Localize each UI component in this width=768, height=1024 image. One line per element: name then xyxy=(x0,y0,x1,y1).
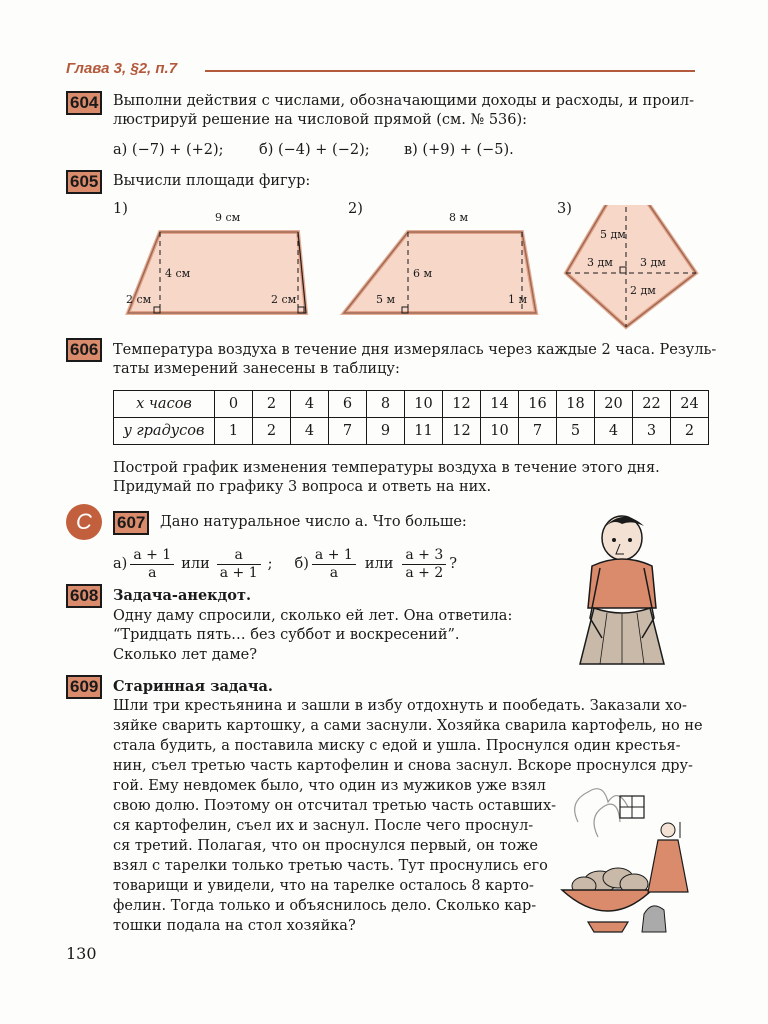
p604-option-c: в) (+9) + (−5). xyxy=(404,142,514,158)
p609-line: гой. Ему невдомек было, что один из мужиков уже взял xyxy=(113,778,546,794)
problem-number-606: 606 xyxy=(66,338,102,362)
fig2-top-dim: 8 м xyxy=(449,211,469,224)
table-cell: 4 xyxy=(291,391,329,418)
fig3-up-dim: 5 дм xyxy=(600,228,626,241)
fig2-height-dim: 6 м xyxy=(413,267,433,280)
table-cell: 5 xyxy=(557,418,595,445)
table-head-hours: x часов xyxy=(114,391,215,418)
fig3-right-dim: 3 дм xyxy=(640,256,666,269)
problem-number-609: 609 xyxy=(66,675,102,699)
table-cell: 18 xyxy=(557,391,595,418)
p607-label-b: б) xyxy=(294,555,309,572)
table-cell: 7 xyxy=(519,418,557,445)
p609-line: ся картофелин, съел их и заснул. После чего проснул- xyxy=(113,818,534,834)
p608-title: Задача-анекдот. xyxy=(113,587,252,604)
header-rule xyxy=(205,70,695,72)
fig1-left-dim: 2 см xyxy=(126,293,152,306)
table-cell: 6 xyxy=(329,391,367,418)
fraction-num: a + 1 xyxy=(312,547,356,565)
fraction xyxy=(130,547,174,582)
fraction-num: a + 1 xyxy=(130,547,174,565)
fraction xyxy=(402,547,446,582)
figures-illustration xyxy=(110,205,710,330)
p604-option-a: а) (−7) + (+2); xyxy=(113,142,224,158)
p609-line: свою долю. Поэтому он отсчитал третью часть оставших- xyxy=(113,798,557,814)
table-cell: 9 xyxy=(367,418,405,445)
p609-line: стала будить, а поставила миску с едой и ушла. Проснулся один крестья- xyxy=(113,738,681,754)
p608-line2: “Тридцать пять… без суббот и воскресений”. xyxy=(113,627,460,643)
table-cell: 2 xyxy=(671,418,709,445)
p608-line3: Сколько лет даме? xyxy=(113,647,258,663)
p606-line1: Температура воздуха в течение дня измерялась через каждые 2 часа. Резуль- xyxy=(113,342,717,358)
table-cell: 16 xyxy=(519,391,557,418)
table-cell: 8 xyxy=(367,391,405,418)
p604-option-b: б) (−4) + (−2); xyxy=(259,142,370,158)
problem-number-605: 605 xyxy=(66,170,102,194)
p607-text: Дано натуральное число a. Что больше: xyxy=(160,514,467,530)
p609-title: Старинная задача. xyxy=(113,678,273,695)
table-cell: 24 xyxy=(671,391,709,418)
fig1-right-dim: 2 см xyxy=(271,293,297,306)
fig3-down-dim: 2 дм xyxy=(630,284,656,297)
potato-bowl-illustration xyxy=(548,782,698,942)
p609-line: Шли три крестьянина и зашли в избу отдохнуть и пообедать. Заказали хо- xyxy=(113,698,687,714)
table-cell: 14 xyxy=(481,391,519,418)
table-cell: 4 xyxy=(291,418,329,445)
table-cell: 20 xyxy=(595,391,633,418)
fraction xyxy=(312,547,356,582)
p604-line1: Выполни действия с числами, обозначающими доходы и расходы, и проил- xyxy=(113,93,694,109)
table-row xyxy=(114,391,709,418)
fig3-label: 3) xyxy=(557,201,572,217)
temperature-table xyxy=(113,390,709,445)
p609-line: нин, съел третью часть картофелин и снова заснул. Вскоре проснулся дру- xyxy=(113,758,693,774)
table-cell: 22 xyxy=(633,391,671,418)
question-mark: ? xyxy=(449,555,458,572)
p605-text: Вычисли площади фигур: xyxy=(113,173,311,189)
table-cell: 4 xyxy=(595,418,633,445)
table-cell: 2 xyxy=(253,391,291,418)
lady-illustration xyxy=(572,508,672,666)
page-number: 130 xyxy=(66,944,97,963)
table-row xyxy=(114,418,709,445)
problem-number-604: 604 xyxy=(66,91,102,115)
p609-line: товарищи и увидели, что на тарелке осталось 8 карто- xyxy=(113,878,534,894)
p608-line1: Одну даму спросили, сколько ей лет. Она ответила: xyxy=(113,608,513,624)
separator: ; xyxy=(267,555,273,572)
table-cell: 11 xyxy=(405,418,443,445)
fig2-left-dim: 5 м xyxy=(376,293,396,306)
p606-line2: таты измерений занесены в таблицу: xyxy=(113,361,400,377)
fig1-label: 1) xyxy=(113,201,128,217)
fig1-top-dim: 9 см xyxy=(215,211,241,224)
fraction-den: a xyxy=(148,564,157,581)
fraction-num: a + 3 xyxy=(402,547,446,565)
fraction-den: a + 2 xyxy=(405,564,444,581)
table-cell: 12 xyxy=(443,391,481,418)
table-cell: 3 xyxy=(633,418,671,445)
p606-after2: Придумай по графику 3 вопроса и ответь на них. xyxy=(113,479,492,495)
p606-after1: Построй график изменения температуры воздуха в течение этого дня. xyxy=(113,460,660,476)
table-cell: 10 xyxy=(405,391,443,418)
p609-line: зяйке сварить картошку, а сами заснули. Хозяйка сварила картофель, но не xyxy=(113,718,703,734)
fraction xyxy=(217,547,261,582)
p609-line: тошки подала на стол хозяйка? xyxy=(113,918,356,934)
fig3-left-dim: 3 дм xyxy=(587,256,613,269)
table-cell: 2 xyxy=(253,418,291,445)
or-word: или xyxy=(181,555,210,572)
chapter-header: Глава 3, §2, п.7 xyxy=(66,60,178,77)
fig2-label: 2) xyxy=(348,201,363,217)
p604-line2: люстрируй решение на числовой прямой (см. № 536): xyxy=(113,112,528,128)
fraction-den: a + 1 xyxy=(219,564,258,581)
p609-line: взял с тарелки только третью часть. Тут проснулись его xyxy=(113,858,548,874)
p609-line: фелин. Тогда только и объяснилось дело. Сколько кар- xyxy=(113,898,537,914)
table-cell: 7 xyxy=(329,418,367,445)
fraction-num: a xyxy=(217,547,261,565)
kite-shape xyxy=(566,205,696,327)
problem-number-607: 607 xyxy=(113,511,149,535)
fig2-right-dim: 1 м xyxy=(508,293,528,306)
problem-number-608: 608 xyxy=(66,584,102,608)
table-cell: 12 xyxy=(443,418,481,445)
table-cell: 0 xyxy=(215,391,253,418)
p609-line: ся третий. Полагая, что он проснулся первый, он тоже xyxy=(113,838,538,854)
p607-expressions xyxy=(113,544,457,584)
or-word: или xyxy=(364,555,394,572)
fig1-height-dim: 4 см xyxy=(165,267,191,280)
table-head-temps: y градусов xyxy=(114,418,215,445)
fraction-den: a xyxy=(329,564,339,581)
challenge-badge: C xyxy=(66,504,102,540)
table-cell: 10 xyxy=(481,418,519,445)
p607-label-a: а) xyxy=(113,555,128,572)
table-cell: 1 xyxy=(215,418,253,445)
